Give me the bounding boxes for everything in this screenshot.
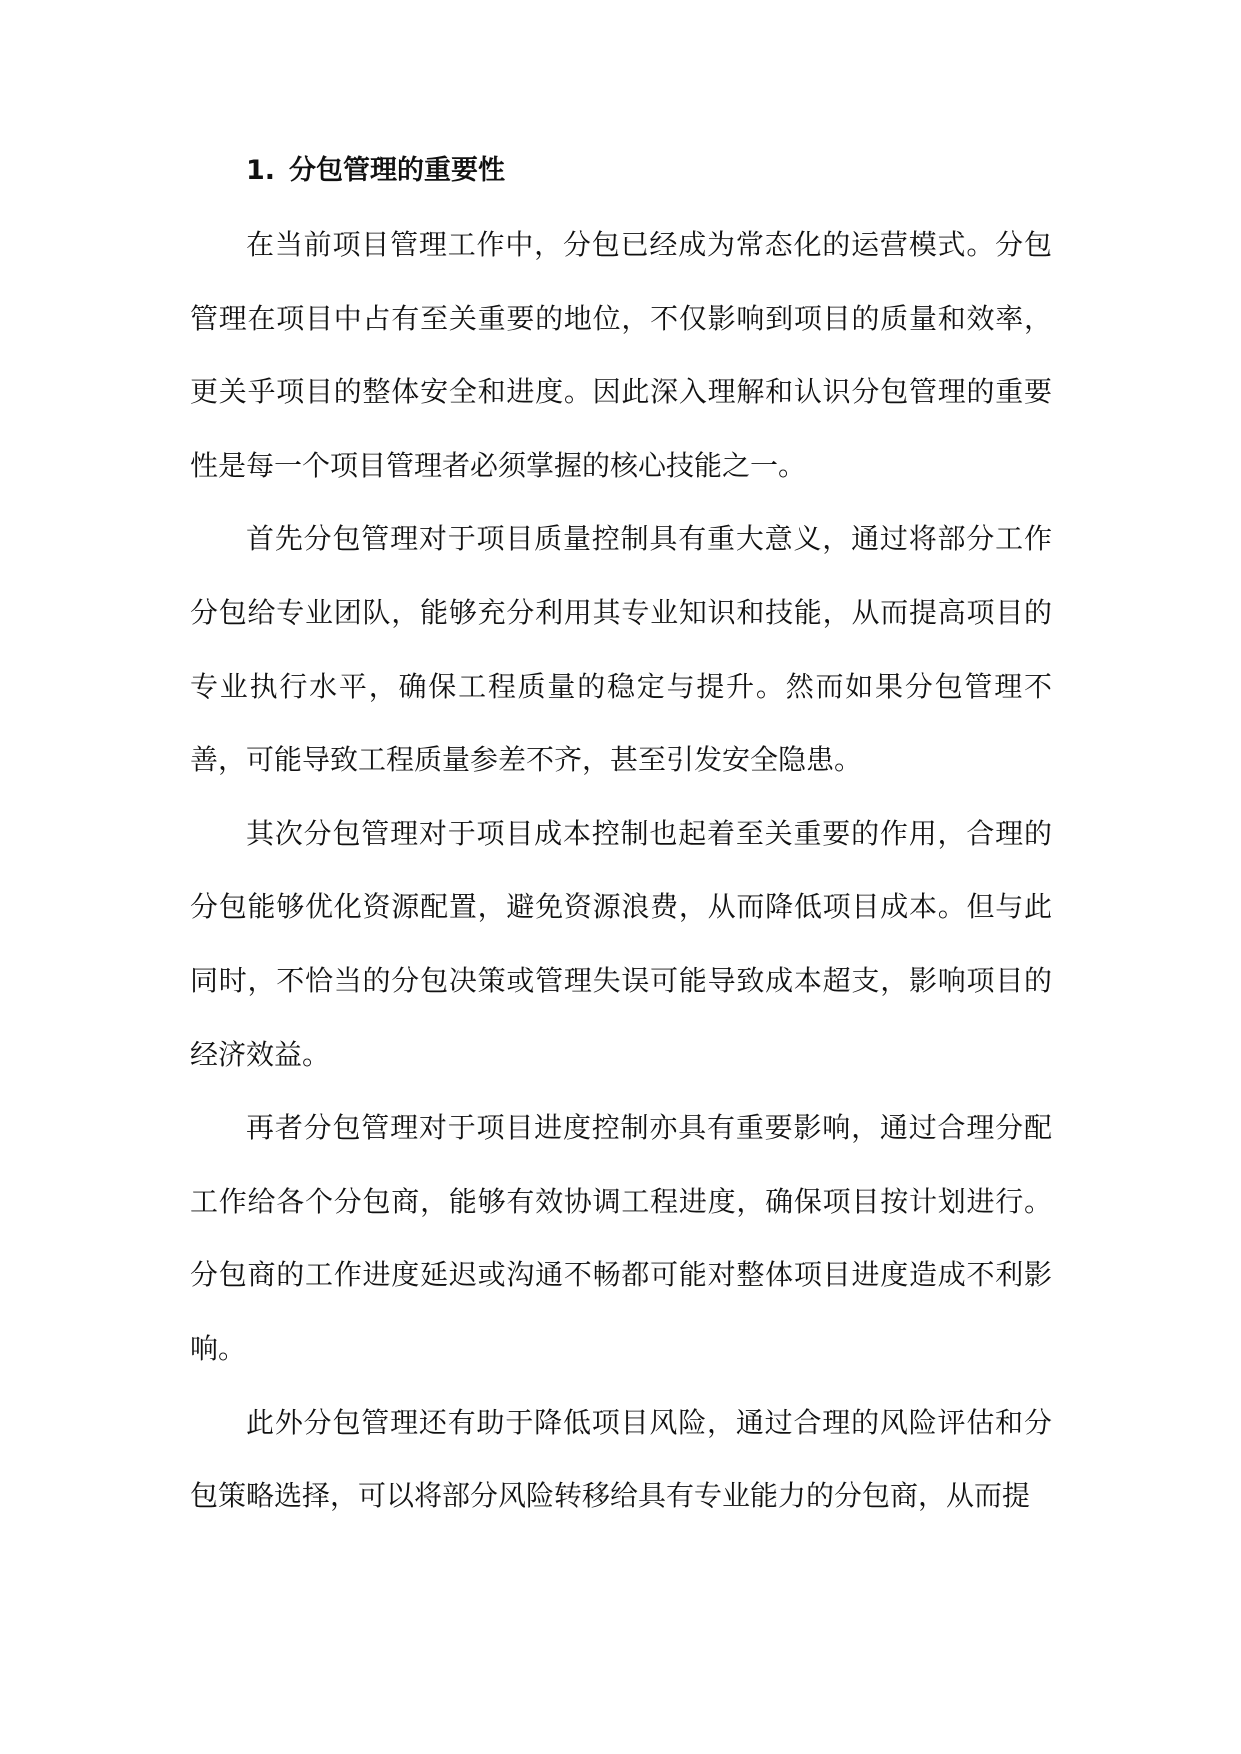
section-heading <box>190 146 1052 196</box>
paragraph: 其次分包管理对于项目成本控制也起着至关重要的作用，合理的分包能够优化资源配置，避免资源浪费，从而降低项目成本。但与此同时，不恰当的分包决策或管理失误可能导致成本超支，影响项目的经济效益。 <box>190 816 1052 1071</box>
paragraph: 首先分包管理对于项目质量控制具有重大意义，通过将部分工作分包给专业团队，能够充分利用其专业知识和技能，从而提高项目的专业执行水平，确保工程质量的稳定与提升。然而如果分包管理不善，可能导致工程质量参差不齐，甚至引发安全隐患。 <box>190 522 1052 777</box>
section-title: 分包管理的重要性 <box>289 155 506 186</box>
paragraph: 再者分包管理对于项目进度控制亦具有重要影响，通过合理分配工作给各个分包商，能够有效协调工程进度，确保项目按计划进行。分包商的工作进度延迟或沟通不畅都可能对整体项目进度造成不利影响。 <box>190 1111 1052 1365</box>
paragraph: 在当前项目管理工作中，分包已经成为常态化的运营模式。分包管理在项目中占有至关重要的地位，不仅影响到项目的质量和效率，更关乎项目的整体安全和进度。因此深入理解和认识分包管理的重要性是每一个项目管理者必须掌握的核心技能之一。 <box>190 228 1052 482</box>
paragraph: 此外分包管理还有助于降低项目风险，通过合理的风险评估和分包策略选择，可以将部分风险转移给具有专业能力的分包商，从而提 <box>190 1405 1052 1513</box>
document-body <box>190 146 1052 1533</box>
section-number: 1. <box>246 155 276 186</box>
